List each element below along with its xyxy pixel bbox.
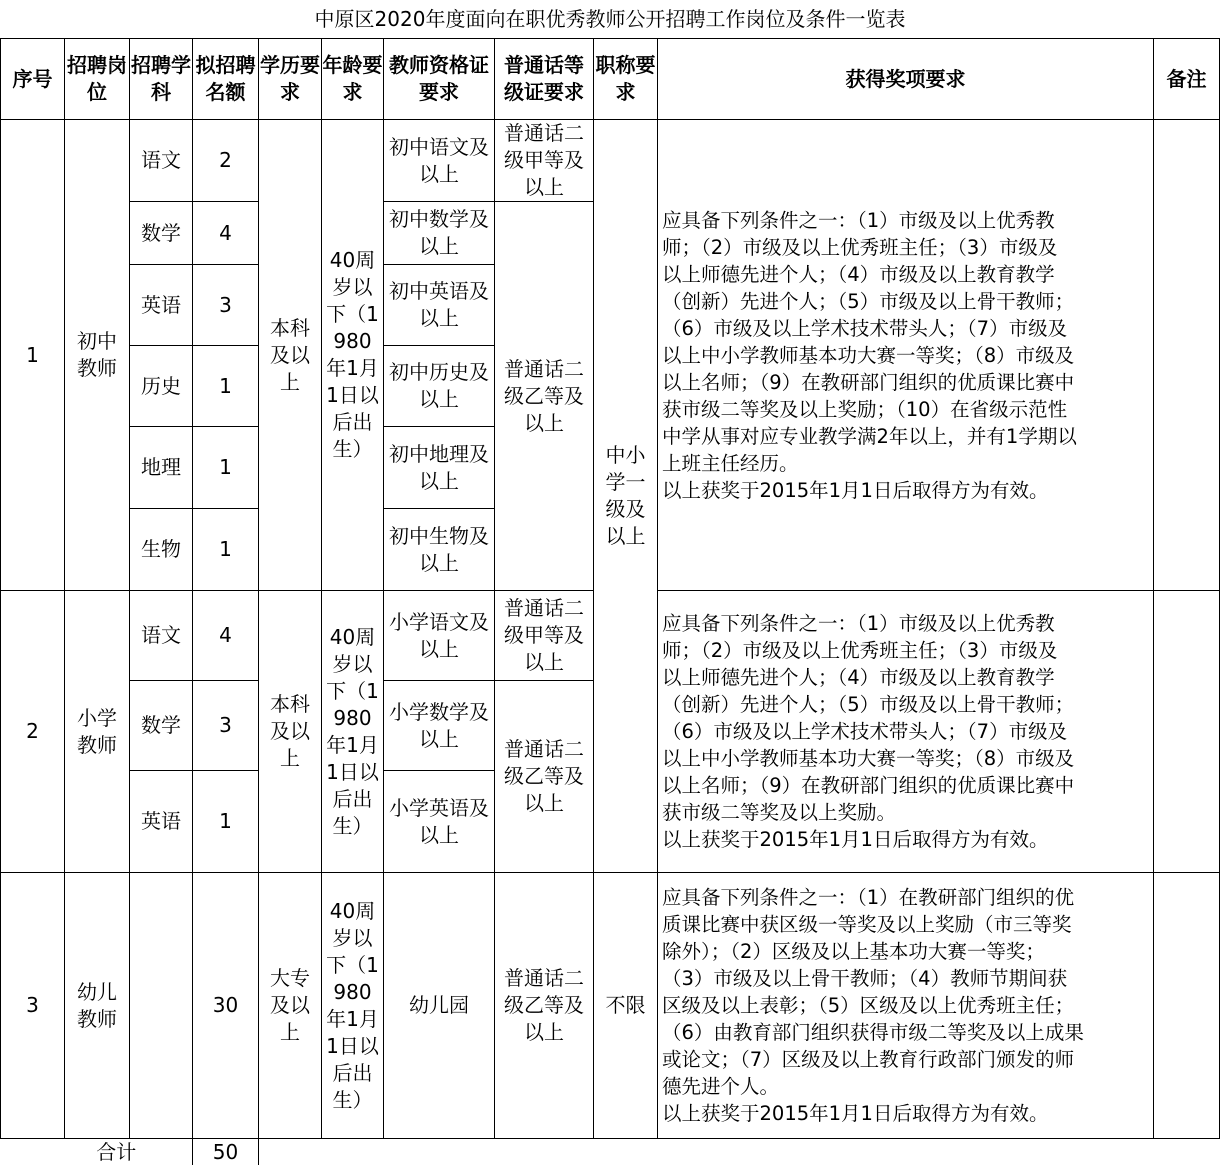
cert-cell bbox=[384, 265, 495, 346]
award-line: 以上师德先进个人；（4）市级及以上教育教学 bbox=[662, 664, 1147, 691]
award-line: 质课比赛中获区级一等奖及以上奖励（市三等奖 bbox=[662, 911, 1147, 938]
award-list bbox=[662, 610, 1147, 853]
award-line: 以上获奖于2015年1月1日后取得方为有效。 bbox=[662, 477, 1147, 504]
title-req-cell bbox=[594, 120, 658, 873]
award-line: （创新）先进个人；（5）市级及以上骨干教师； bbox=[662, 691, 1147, 718]
award-line: 以上中小学教师基本功大赛一等奖；（8）市级及 bbox=[662, 342, 1147, 369]
cert-cell bbox=[384, 120, 495, 202]
award-line: 除外）；（2）区级及以上基本功大赛一等奖； bbox=[662, 938, 1147, 965]
header-seq: 序号 bbox=[1, 39, 65, 120]
remark-cell bbox=[1154, 873, 1220, 1139]
header-award: 获得奖项要求 bbox=[658, 39, 1154, 120]
seq-cell: 1 bbox=[1, 120, 65, 591]
subject-cell: 数学 bbox=[130, 202, 193, 265]
seq-cell: 3 bbox=[1, 873, 65, 1139]
header-quota: 拟招聘名额 bbox=[193, 39, 259, 120]
mandarin-text: 普通话二级甲等及以上 bbox=[495, 120, 593, 201]
cert-text: 小学数学及以上 bbox=[384, 699, 494, 753]
age-text: 40周岁以下（1980年1月1日以后出生） bbox=[322, 247, 383, 463]
mandarin-text: 普通话二级乙等及以上 bbox=[495, 356, 593, 437]
cert-cell bbox=[384, 771, 495, 873]
cert-cell bbox=[384, 681, 495, 771]
cert-text: 小学语文及以上 bbox=[384, 609, 494, 663]
subject-cell: 数学 bbox=[130, 681, 193, 771]
header-mandarin: 普通话等级证要求 bbox=[495, 39, 594, 120]
post-cell bbox=[65, 591, 130, 873]
subject-cell: 英语 bbox=[130, 771, 193, 873]
award-cell bbox=[658, 120, 1154, 591]
cert-text: 初中英语及以上 bbox=[384, 278, 494, 332]
header-cert: 教师资格证要求 bbox=[384, 39, 495, 120]
award-line: 德先进个人。 bbox=[662, 1073, 1147, 1100]
award-line: 以上中小学教师基本功大赛一等奖；（8）市级及 bbox=[662, 745, 1147, 772]
subject-cell bbox=[130, 873, 193, 1139]
award-line: 师；（2）市级及以上优秀班主任；（3）市级及 bbox=[662, 234, 1147, 261]
cert-cell bbox=[384, 427, 495, 509]
award-list bbox=[662, 884, 1147, 1127]
cert-cell bbox=[384, 202, 495, 265]
total-value: 50 bbox=[193, 1139, 259, 1165]
subject-cell: 语文 bbox=[130, 120, 193, 202]
total-label: 合计 bbox=[1, 1139, 193, 1165]
header-remark: 备注 bbox=[1154, 39, 1220, 120]
age-cell bbox=[322, 120, 384, 591]
award-line: （创新）先进个人；（5）市级及以上骨干教师； bbox=[662, 288, 1147, 315]
total-filler bbox=[259, 1139, 1220, 1165]
edu-cell bbox=[259, 120, 322, 591]
header-post: 招聘岗位 bbox=[65, 39, 130, 120]
award-line: 应具备下列条件之一：（1）市级及以上优秀教 bbox=[662, 610, 1147, 637]
mandarin-cell bbox=[495, 202, 594, 591]
table-title: 中原区2020年度面向在职优秀教师公开招聘工作岗位及条件一览表 bbox=[0, 0, 1220, 38]
award-line: 上班主任经历。 bbox=[662, 450, 1147, 477]
subject-cell: 英语 bbox=[130, 265, 193, 346]
age-cell bbox=[322, 873, 384, 1139]
award-line: 应具备下列条件之一：（1）在教研部门组织的优 bbox=[662, 884, 1147, 911]
subject-cell: 历史 bbox=[130, 346, 193, 427]
cert-cell bbox=[384, 346, 495, 427]
recruitment-table bbox=[0, 38, 1220, 1165]
edu-text: 大专及以上 bbox=[259, 965, 321, 1046]
header-title-req: 职称要求 bbox=[594, 39, 658, 120]
edu-cell bbox=[259, 591, 322, 873]
remark-cell bbox=[1154, 591, 1220, 873]
subject-cell: 语文 bbox=[130, 591, 193, 681]
mandarin-cell bbox=[495, 873, 594, 1139]
quota-cell: 1 bbox=[193, 509, 259, 591]
quota-cell: 1 bbox=[193, 771, 259, 873]
edu-text: 本科及以上 bbox=[259, 315, 321, 396]
quota-cell: 2 bbox=[193, 120, 259, 202]
award-line: 区级及以上表彰；（5）区级及以上优秀班主任； bbox=[662, 992, 1147, 1019]
remark-cell bbox=[1154, 120, 1220, 591]
quota-cell: 30 bbox=[193, 873, 259, 1139]
award-line: 或论文；（7）区级及以上教育行政部门颁发的师 bbox=[662, 1046, 1147, 1073]
award-line: 获市级二等奖及以上奖励；（10）在省级示范性 bbox=[662, 396, 1147, 423]
cert-text: 初中语文及以上 bbox=[384, 134, 494, 188]
title-req-text: 中小学一级及以上 bbox=[594, 442, 657, 550]
mandarin-cell bbox=[495, 591, 594, 681]
subject-cell: 生物 bbox=[130, 509, 193, 591]
subject-cell: 地理 bbox=[130, 427, 193, 509]
mandarin-text: 普通话二级乙等及以上 bbox=[495, 736, 593, 817]
award-line: 应具备下列条件之一：（1）市级及以上优秀教 bbox=[662, 207, 1147, 234]
age-text: 40周岁以下（1980年1月1日以后出生） bbox=[322, 624, 383, 840]
award-line: 以上名师；（9）在教研部门组织的优质课比赛中 bbox=[662, 369, 1147, 396]
header-edu: 学历要求 bbox=[259, 39, 322, 120]
age-cell bbox=[322, 591, 384, 873]
mandarin-text: 普通话二级甲等及以上 bbox=[495, 595, 593, 676]
total-row bbox=[1, 1139, 1220, 1165]
quota-cell: 4 bbox=[193, 591, 259, 681]
cert-cell bbox=[384, 873, 495, 1139]
edu-text: 本科及以上 bbox=[259, 691, 321, 772]
mandarin-text: 普通话二级乙等及以上 bbox=[495, 965, 593, 1046]
mandarin-cell bbox=[495, 120, 594, 202]
cert-cell bbox=[384, 591, 495, 681]
award-line: 获市级二等奖及以上奖励。 bbox=[662, 799, 1147, 826]
quota-cell: 3 bbox=[193, 265, 259, 346]
post-text: 初中教师 bbox=[65, 328, 129, 382]
quota-cell: 1 bbox=[193, 346, 259, 427]
table-row bbox=[1, 873, 1220, 1139]
quota-cell: 1 bbox=[193, 427, 259, 509]
award-cell bbox=[658, 591, 1154, 873]
award-line: 师；（2）市级及以上优秀班主任；（3）市级及 bbox=[662, 637, 1147, 664]
post-text: 幼儿教师 bbox=[65, 979, 129, 1033]
quota-cell: 3 bbox=[193, 681, 259, 771]
award-line: （6）市级及以上学术技术带头人；（7）市级及 bbox=[662, 315, 1147, 342]
cert-text: 初中生物及以上 bbox=[384, 523, 494, 577]
header-row bbox=[1, 39, 1220, 120]
cert-text: 幼儿园 bbox=[384, 992, 494, 1019]
header-age: 年龄要求 bbox=[322, 39, 384, 120]
table-row bbox=[1, 120, 1220, 202]
header-subject: 招聘学科 bbox=[130, 39, 193, 120]
award-line: 以上名师；（9）在教研部门组织的优质课比赛中 bbox=[662, 772, 1147, 799]
award-line: 中学从事对应专业教学满2年以上，并有1学期以 bbox=[662, 423, 1147, 450]
cert-text: 初中数学及以上 bbox=[384, 206, 494, 260]
title-req-cell: 不限 bbox=[594, 873, 658, 1139]
award-line: 以上获奖于2015年1月1日后取得方为有效。 bbox=[662, 1100, 1147, 1127]
award-line: （6）市级及以上学术技术带头人；（7）市级及 bbox=[662, 718, 1147, 745]
award-line: （3）市级及以上骨干教师；（4）教师节期间获 bbox=[662, 965, 1147, 992]
award-line: 以上获奖于2015年1月1日后取得方为有效。 bbox=[662, 826, 1147, 853]
post-cell bbox=[65, 873, 130, 1139]
cert-text: 初中地理及以上 bbox=[384, 441, 494, 495]
award-line: （6）由教育部门组织获得市级二等奖及以上成果 bbox=[662, 1019, 1147, 1046]
edu-cell bbox=[259, 873, 322, 1139]
quota-cell: 4 bbox=[193, 202, 259, 265]
mandarin-cell bbox=[495, 681, 594, 873]
post-cell bbox=[65, 120, 130, 591]
award-list bbox=[662, 207, 1147, 504]
age-text: 40周岁以下（1980年1月1日以后出生） bbox=[322, 898, 383, 1114]
seq-cell: 2 bbox=[1, 591, 65, 873]
award-cell bbox=[658, 873, 1154, 1139]
post-text: 小学教师 bbox=[65, 705, 129, 759]
cert-text: 小学英语及以上 bbox=[384, 795, 494, 849]
cert-cell bbox=[384, 509, 495, 591]
cert-text: 初中历史及以上 bbox=[384, 359, 494, 413]
award-line: 以上师德先进个人；（4）市级及以上教育教学 bbox=[662, 261, 1147, 288]
